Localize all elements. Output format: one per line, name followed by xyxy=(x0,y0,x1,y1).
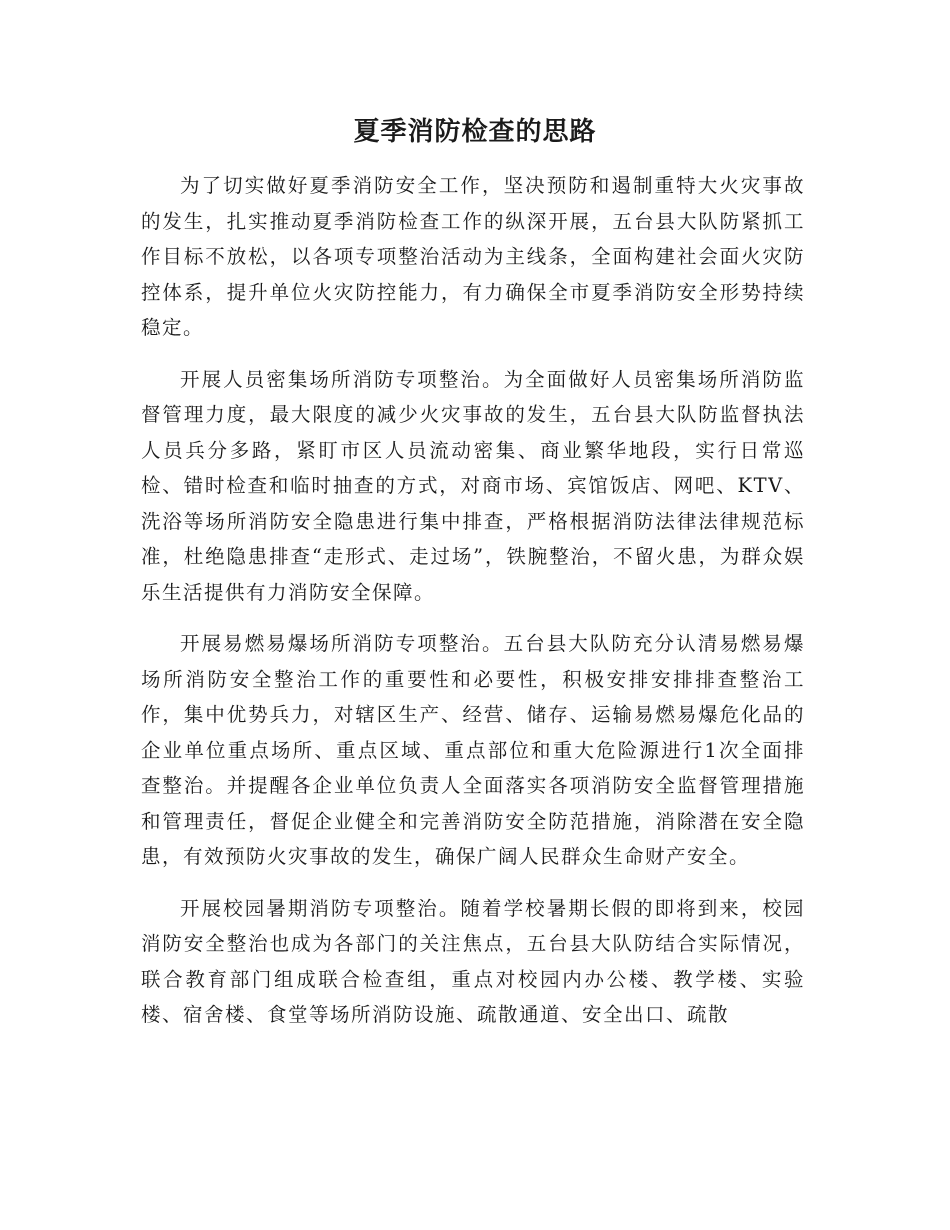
paragraph-campus-summer: 开展校园暑期消防专项整治。随着学校暑期长假的即将到来，校园消防安全整治也成为各部门的关注焦点，五台县大队防结合实际情况，联合教育部门组成联合检查组，重点对校园内办公楼、教学楼、实验楼、宿舍楼、食堂等场所消防设施、疏散通道、安全出口、疏散 xyxy=(141,896,805,1026)
paragraph-crowded-places: 开展人员密集场所消防专项整治。为全面做好人员密集场所消防监督管理力度，最大限度的减少火灾事故的发生，五台县大队防监督执法人员兵分多路，紧盯市区人员流动密集、商业繁华地段，实行日常巡检、错时检查和临时抽查的方式，对商市场、宾馆饭店、网吧、KTV、洗浴等场所消防安全隐患进行集中排查，严格根据消防法律法律规范标准，杜绝隐患排查“走形式、走过场”，铁腕整治，不留火患，为群众娱乐生活提供有力消防安全保障。 xyxy=(141,367,805,604)
paragraph-intro: 为了切实做好夏季消防安全工作，坚决预防和遏制重特大火灾事故的发生，扎实推动夏季消防检查工作的纵深开展，五台县大队防紧抓工作目标不放松，以各项专项整治活动为主线条，全面构建社会面火灾防控体系，提升单位火灾防控能力，有力确保全市夏季消防安全形势持续稳定。 xyxy=(141,174,805,339)
document-body xyxy=(141,168,805,1049)
document-title: 夏季消防检查的思路 xyxy=(353,117,597,147)
paragraph-flammable-places: 开展易燃易爆场所消防专项整治。五台县大队防充分认清易燃易爆场所消防安全整治工作的重要性和必要性，积极安排安排排查整治工作，集中优势兵力，对辖区生产、经营、储存、运输易燃易爆危化品的企业单位重点场所、重点区域、重点部位和重大危险源进行1次全面排查整治。并提醒各企业单位负责人全面落实各项消防安全监督管理措施和管理责任，督促企业健全和完善消防安全防范措施，消除潜在安全隐患，有效预防火灾事故的发生，确保广阔人民群众生命财产安全。 xyxy=(141,632,805,868)
